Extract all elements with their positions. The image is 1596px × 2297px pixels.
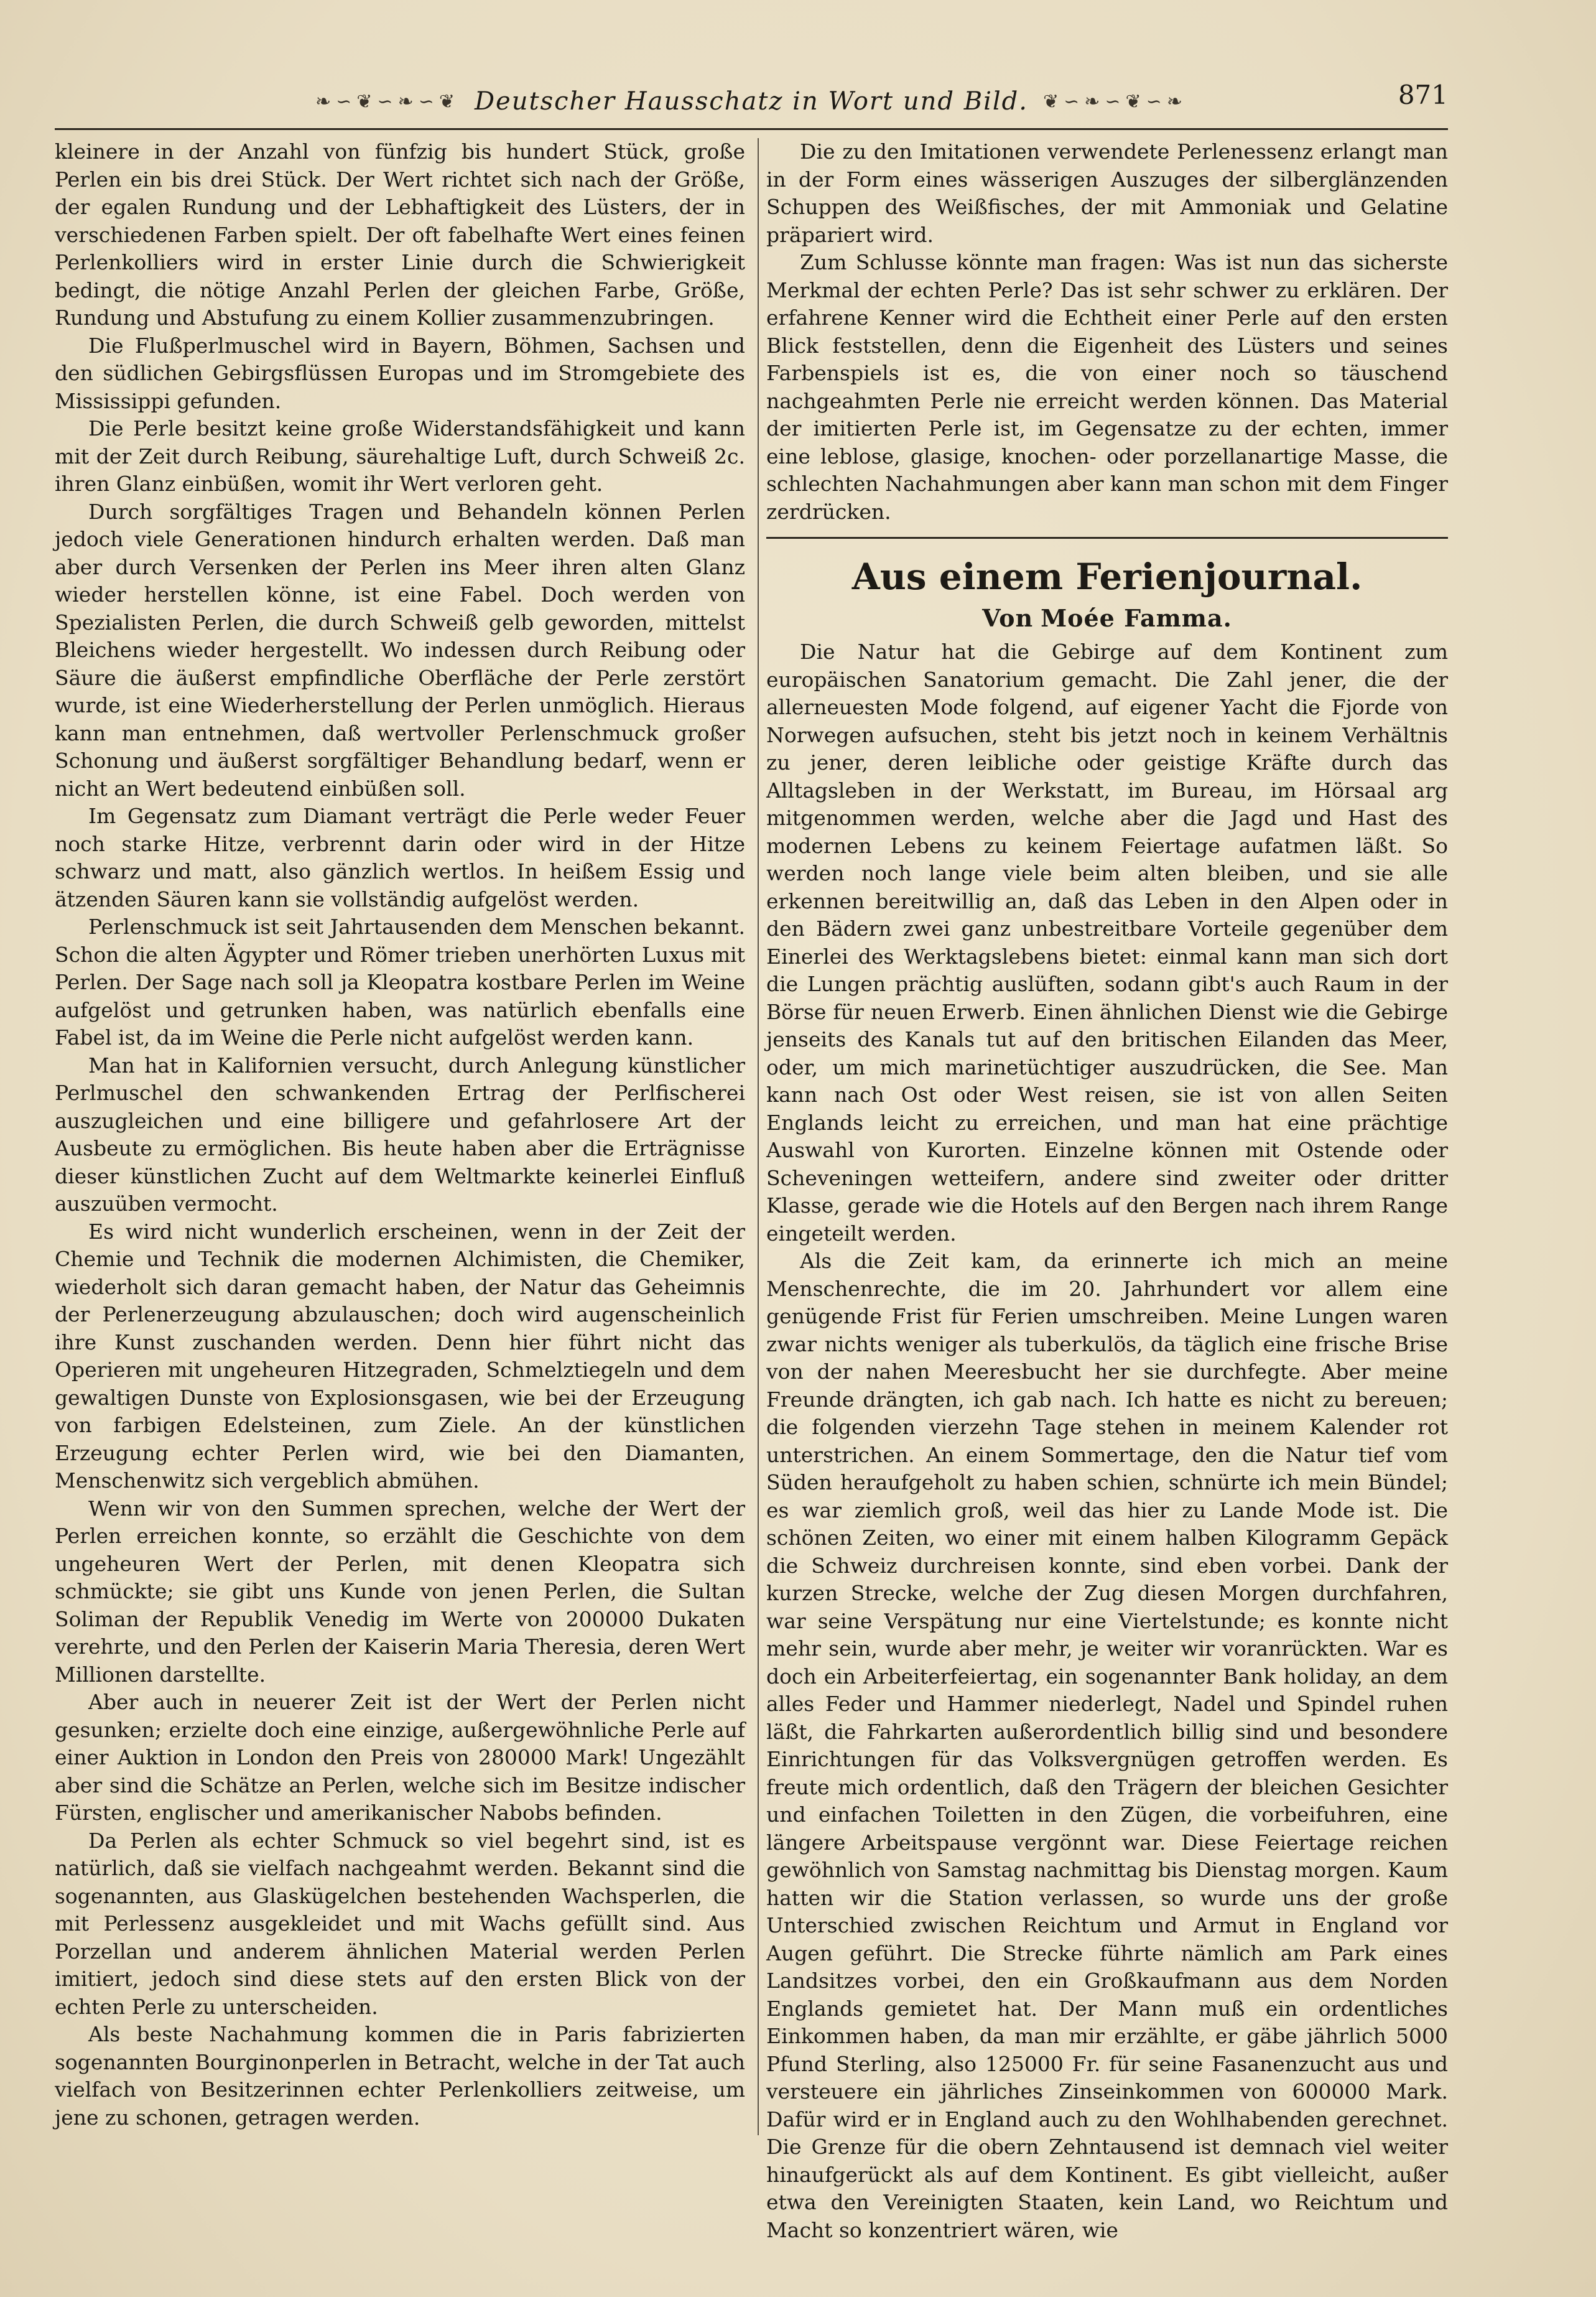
paragraph: Es wird nicht wunderlich erscheinen, wenn in der Zeit der Chemie und Technik die modernen Alchimisten, die Chemiker, wiederholt sich daran gemacht haben, der Natur das Geheimnis der Perlenerzeugung abzulauschen; doch wird augenscheinlich ihre Kunst zuschanden werden. Denn hier führt nicht das Operieren mit ungeheuren Hitzegraden, Schmelztiegeln und dem gewaltigen Dunste von Explosionsgasen, wie bei der Erzeugung von farbigen Edelsteinen, zum Ziele. An der künstlichen Erzeugung echter Perlen wird, wie bei den Diamanten, Menschenwitz sich vergeblich abmühen. xyxy=(55,1219,745,1493)
paragraph: Perlenschmuck ist seit Jahrtausenden dem Menschen bekannt. Schon die alten Ägypter und Römer trieben unerhörten Luxus mit Perlen. Der Sage nach soll ja Kleopatra kostbare Perlen im Weine aufgelöst und getrunken haben, was natürlich ebenfalls eine Fabel ist, da im Weine die Perle nicht aufgelöst werden kann. xyxy=(55,915,745,1050)
running-header xyxy=(55,80,1448,123)
byline-prefix: Von xyxy=(982,604,1034,632)
left-column xyxy=(55,138,745,2141)
ornament-left: ❧∽❦∽❧∽❦ xyxy=(315,90,460,113)
running-title: Deutscher Hausschatz in Wort und Bild. xyxy=(474,87,1028,116)
paragraph: Die zu den Imitationen verwendete Perlenessenz erlangt man in der Form eines wässerigen Auszuges der silberglänzenden Schuppen des Weißfisches, der mit Ammoniak und Gelatine präpariert wird. xyxy=(766,139,1448,247)
byline-author: Moée Famma. xyxy=(1041,604,1232,632)
header-rule xyxy=(55,128,1448,130)
paragraph: kleinere in der Anzahl von fünfzig bis hundert Stück, große Perlen ein bis drei Stück. Der Wert richtet sich nach der Größe, der egalen Rundung und der Lebhaftigkeit des Lüsters, der in verschiedenen Farben spielt. Der oft fabelhafte Wert eines feinen Perlenkolliers wird in erster Linie durch die Schwierigkeit bedingt, die nötige Anzahl Perlen der gleichen Farbe, Größe, Rundung und Abstufung zu einem Kollier zusammenzubringen. xyxy=(55,139,745,330)
paragraph: Durch sorgfältiges Tragen und Behandeln können Perlen jedoch viele Generationen hindurch erhalten werden. Daß man aber durch Versenken der Perlen ins Meer ihren alten Glanz wieder herstellen könne, ist eine Fabel. Doch werden von Spezialisten Perlen, die durch Schweiß gelb geworden, mittelst Bleichens wieder hergestellt. Wo indessen durch Reibung oder Säure die äußerst empfindliche Oberfläche der Perle zerstört wurde, ist eine Wiederherstellung der Perlen unmöglich. Hieraus kann man entnehmen, daß wertvoller Perlenschmuck großer Schonung und äußerst sorgfältiger Behandlung bedarf, wenn er nicht an Wert bedeutend einbüßen soll. xyxy=(55,499,745,801)
section-rule xyxy=(766,537,1448,539)
article-title: Aus einem Ferienjournal. xyxy=(851,556,1363,598)
paragraph: Da Perlen als echter Schmuck so viel begehrt sind, ist es natürlich, daß sie vielfach nachgeahmt werden. Bekannt sind die sogenannten, aus Glaskügelchen bestehenden Wachsperlen, die mit Perlessenz ausgekleidet und mit Wachs gefüllt sind. Aus Porzellan und anderem ähnlichen Material werden Perlen imitiert, jedoch sind diese stets auf den ersten Blick von der echten Perle zu unterscheiden. xyxy=(55,1828,745,2019)
paragraph: Die Perle besitzt keine große Widerstandsfähigkeit und kann mit der Zeit durch Reibung, säurehaltige Luft, durch Schweiß 2c. ihren Glanz einbüßen, womit ihr Wert verloren geht. xyxy=(55,416,745,496)
paragraph: Zum Schlusse könnte man fragen: Was ist nun das sicherste Merkmal der echten Perle? Das ist sehr schwer zu erklären. Der erfahrene Kenner wird die Echtheit einer Perle auf den ersten Blick feststellen, denn die Eigenheit des Lüsters und seines Farbenspiels ist es, die von einer noch so täuschend nachgeahmten Perle nie erreicht werden können. Das Material der imitierten Perle ist, im Gegensatze zu der echten, immer eine leblose, glasige, knochen- oder porzellanartige Masse, die schlechten Nachahmungen aber kann man schon mit dem Finger zerdrücken. xyxy=(766,250,1448,524)
byline xyxy=(766,602,1448,635)
paragraph: Als die Zeit kam, da erinnerte ich mich an meine Menschenrechte, die im 20. Jahrhundert vor allem eine genügende Frist für Ferien umschreiben. Meine Lungen waren zwar nichts weniger als tuberkulös, da täglich eine frische Brise von der nahen Meeresbucht her sie durchfegte. Aber meine Freunde drängten, ich gab nach. Ich hatte es nicht zu bereuen; die folgenden vierzehn Tage stehen in meinem Kalender rot unterstrichen. An einem Sommertage, den die Natur tief vom Süden heraufgeholt zu haben schien, schnürte ich mein Bündel; es war ziemlich groß, weil das hier zu Lande Mode ist. Die schönen Zeiten, wo einer mit einem halben Kilogramm Gepäck die Schweiz durchreisen konnte, sind eben vorbei. Dank der kurzen Strecke, welche der Zug diesen Morgen durchfahren, war seine Verspätung nur eine Viertelstunde; es konnte nicht mehr sein, wurde aber mehr, je weiter wir voranrückten. War es doch ein Arbeiterfeiertag, ein sogenannter Bank holiday, an dem alles Feder und Hammer niederlegt, Nadel und Spindel ruhen läßt, die Fahrkarten außerordentlich billig sind und besondere Einrichtungen für das Volksvergnügen getroffen werden. Es freute mich ordentlich, daß den Trägern der bleichen Gesichter und einfachen Toiletten in den Zügen, die vorbeifuhren, eine längere Arbeitspause vergönnt war. Diese Feiertage reichen gewöhnlich von Samstag nachmittag bis Dienstag morgen. Kaum hatten wir die Station verlassen, so wurde uns der große Unterschied zwischen Reichtum und Armut in England vor Augen geführt. Die Strecke führte nämlich am Park eines Landsitzes vorbei, den ein Großkaufmann aus dem Norden Englands gemietet hat. Der Mann muß ein ordentliches Einkommen haben, da man mir erzählte, er gäbe jährlich 5000 Pfund Sterling, also 125000 Fr. für seine Fasanenzucht aus und versteuere ein jährliches Zinseinkommen von 600000 Mark. Dafür wird er in England auch zu den Wohlhabenden gerechnet. Die Grenze für die obern Zehntausend ist demnach viel weiter hinaufgerückt als auf dem Kontinent. Es gibt vielleicht, außer etwa den Vereinigten Staaten, kein Land, wo Reichtum und Macht so konzentriert wären, wie xyxy=(766,1249,1448,2242)
column-divider xyxy=(758,138,759,2135)
paragraph: Im Gegensatz zum Diamant verträgt die Perle weder Feuer noch starke Hitze, verbrennt darin oder wird in der Hitze schwarz und matt, also gänzlich wertlos. In heißem Essig und ätzenden Säuren kann sie vollständig aufgelöst werden. xyxy=(55,804,745,911)
paragraph: Die Natur hat die Gebirge auf dem Kontinent zum europäischen Sanatorium gemacht. Die Zahl jener, die der allerneuesten Mode folgend, auf eigener Yacht die Fjorde von Norwegen aufsuchen, steht bis jetzt noch in keinem Verhältnis zu jener, deren leibliche oder geistige Kräfte durch das Alltagsleben in der Werkstatt, im Bureau, im Hörsaal arg mitgenommen werden, welche aber die Jagd und Hast des modernen Lebens zu keinem Feiertage aufatmen läßt. So werden noch lange viele beim alten bleiben, und sie alle erkennen bereitwillig an, daß das Leben in den Alpen oder in den Bädern zwei ganz unbestreitbare Vorteile gegenüber dem Einerlei des Werktagslebens bietet: einmal kann man sich dort die Lungen prächtig auslüften, sodann gibt's auch Raum in der Börse für neuen Erwerb. Einen ähnlichen Dienst wie die Gebirge jenseits des Kanals tut auf den britischen Eilanden das Meer, oder, um mich marinetüchtiger auszudrücken, die See. Man kann nach Ost oder West reisen, sie ist von allen Seiten Englands leicht zu erreichen, und man hat eine prächtige Auswahl von Kurorten. Einzelne können mit Ostende oder Scheveningen wetteifern, andere sind zweiter oder dritter Klasse, gerade wie die Hotels auf den Bergen nach ihrem Range eingeteilt werden. xyxy=(766,640,1448,1246)
paragraph: Wenn wir von den Summen sprechen, welche der Wert der Perlen erreichen konnte, so erzählt die Geschichte von dem ungeheuren Wert der Perlen, mit denen Kleopatra sich schmückte; sie gibt uns Kunde von jenen Perlen, die Sultan Soliman der Republik Venedig im Werte von 200000 Dukaten verehrte, und den Perlen der Kaiserin Maria Theresia, deren Wert Millionen darstellte. xyxy=(55,1496,745,1687)
paragraph: Aber auch in neuerer Zeit ist der Wert der Perlen nicht gesunken; erzielte doch eine einzige, außergewöhnliche Perle auf einer Auktion in London den Preis von 280000 Mark! Ungezählt aber sind die Schätze an Perlen, welche sich im Besitze indischer Fürsten, englischer und amerikanischer Nabobs befinden. xyxy=(55,1690,745,1825)
page-number: 871 xyxy=(1398,80,1448,110)
paragraph: Die Flußperlmuschel wird in Bayern, Böhmen, Sachsen und den südlichen Gebirgsflüssen Europas und im Stromgebiete des Mississippi gefunden. xyxy=(55,333,745,413)
right-column xyxy=(766,138,1448,2242)
paragraph: Man hat in Kalifornien versucht, durch Anlegung künstlicher Perlmuschel den schwankenden Ertrag der Perlfischerei auszugleichen und eine billigere und gefahrlosere Art der Ausbeute zu ermöglichen. Bis heute haben aber die Erträgnisse dieser künstlichen Zucht auf dem Weltmarkte keinerlei Einfluß auszuüben vermocht. xyxy=(55,1053,745,1216)
paragraph: Als beste Nachahmung kommen die in Paris fabrizierten sogenannten Bourginonperlen in Betracht, welche in der Tat auch vielfach von Besitzerinnen echter Perlenkolliers zeitweise, um jene zu schonen, getragen werden. xyxy=(55,2022,745,2130)
ornament-right: ❦∽❧∽❦∽❧ xyxy=(1043,90,1187,113)
